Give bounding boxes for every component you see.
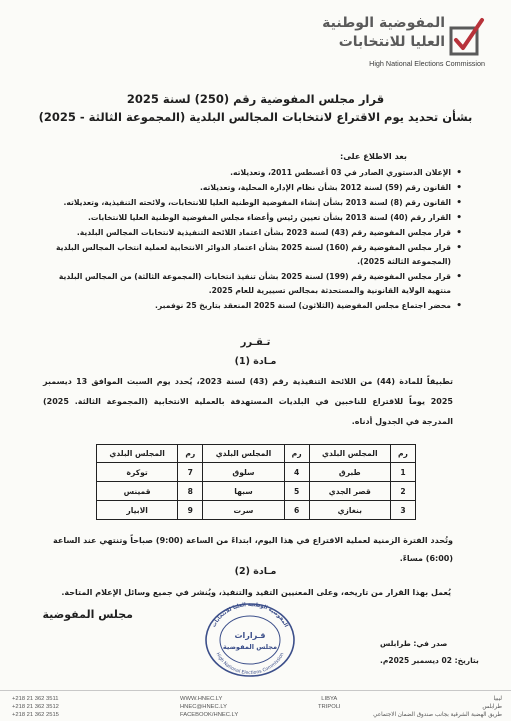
table-row [97,482,416,501]
table-header-cell: رم [390,445,415,463]
table-cell: توكرة [97,463,178,482]
phone-1: +218 21 362 3511 [12,696,59,702]
article-1-voting-hours: وتُحدد الفترة الزمنية لعملية الاقتراع في هذا اليوم، ابتداءً من الساعة (9:00) صباحاً وتنتهي عند الساعة (6:00) مساءً. [53,536,454,563]
issued-date: بتاريخ: 02 ديسمبر 2025م. [380,656,479,665]
article-2-text: يُعمل بهذا القرار من تاريخه، وعلى المعنيين التقيد والتنفيذ، ويُنشر في جميع وسائل الإعلام المتاحة. [61,588,451,597]
seal-ring-english: High National Elections Commission [214,652,286,677]
table-cell: 8 [178,482,203,501]
decision-title: قرار مجلس المفوضية رقم (250) لسنة 2025 [126,92,385,106]
seal-line2: مجلس المفوضية [222,643,278,651]
footer-website: WWW.HNEC.LY [180,696,223,702]
preamble-item: • القانون رقم (8) لسنة 2013 بشأن إنشاء المفوضية الوطنية العليا للانتخابات، ولائحته التنفيذية، وتعديلاته. [51,196,463,210]
preamble-item: • قرار مجلس المفوضية رقم (43) لسنة 2023 بشأن اعتماد اللائحة التنفيذية لانتخابات المجالس البلدية. [51,226,463,240]
footer-address-city: طرابلس [482,704,502,710]
footer-phones [12,695,59,719]
logo-english: High National Elections Commission [369,59,485,68]
preamble-item: • القرار رقم (40) لسنة 2013 بشأن تعيين رئيس وأعضاء مجلس المفوضية الوطنية العليا للانتخابات. [51,211,463,225]
table-cell: قصر الجدي [309,482,390,501]
table-header-cell: المجلس البلدي [97,445,178,463]
table-header-row [97,445,416,463]
seal-ring-arabic: المفوضية الوطنية العليا للانتخابات [211,601,289,629]
decision-subject: بشأن تحديد يوم الاقتراع لانتخابات المجالس البلدية (المجموعة الثالثة - 2025) [38,110,473,124]
table-cell: طبرق [309,463,390,482]
table-header-cell: رم [284,445,309,463]
preamble-item: • قرار مجلس المفوضية رقم (160) لسنة 2025 بشأن اعتماد الدوائر الانتخابية لعملية انتخاب المجالس البلدية (المجموعة الثالثة 2025). [51,241,463,269]
footer-country: LIBYA [321,696,338,702]
article-1-text: تطبيقاً للمادة (44) من اللائحة التنفيذية رقم (43) لسنة 2023، يُحدد يوم السبت الموافق 13 ديسمبر 2025 يوماً للاقتراع للناخبين في البلديات المستهدفة بالعملية الانتخابية (المجموعة الثالثة. 2025) المدرجة في الجدول أدناه. [43,377,454,426]
footer-address-country: ليبيا [493,696,502,702]
table-cell: 7 [178,463,203,482]
table-cell: 5 [284,482,309,501]
preamble-list [51,166,463,314]
table-cell: سبها [203,482,284,501]
table-cell: 6 [284,501,309,520]
table-cell: 9 [178,501,203,520]
table-row [97,463,416,482]
footer-address-street: طريق الهضبة الشرقية بجانب صندوق الضمان الاجتماعي [373,712,502,718]
table-cell: بنغازي [309,501,390,520]
table-row [97,501,416,520]
preamble-item: • الإعلان الدستوري الصادر في 03 أغسطس 2011، وتعديلاته. [51,166,463,180]
table-cell: الابيار [97,501,178,520]
table-cell: 3 [390,501,415,520]
phone-2: +218 21 362 3512 [12,704,59,710]
logo-arabic-line2: العليا للانتخابات [338,34,445,50]
footer-city-name: TRIPOLI [318,704,341,710]
ballot-check-icon [449,16,485,56]
seal-line1: قـرارات [234,631,266,640]
table-header-cell: رم [178,445,203,463]
signature-block: مجلس المفوضية [42,608,133,621]
preamble-item: • قرار مجلس المفوضية رقم (199) لسنة 2025 بشأن تنفيذ انتخابات (المجموعة الثالثة) من المجالس البلدية منتهية الولاية القانونية والمستحدثة بمجالس تسييرية للعام 2025. [51,270,463,298]
footer-city [318,695,341,711]
article-1-heading: مـادة (1) [234,356,277,367]
table-cell: قمينس [97,482,178,501]
table-cell: 2 [390,482,415,501]
preamble-item: • القانون رقم (59) لسنة 2012 بشأن نظام الإدارة المحلية، وتعديلاته. [51,181,463,195]
hnec-logo [295,15,485,70]
footer-facebook: FACEBOOK/HNEC.LY [180,712,239,718]
footer-address [372,695,502,719]
footer-web [180,695,238,719]
logo-arabic-line1: المفوضية الوطنية [322,15,445,31]
municipalities-table [96,444,416,520]
table-cell: 1 [390,463,415,482]
phone-3: +218 21 362 2515 [12,712,59,718]
table-header-cell: المجلس البلدي [309,445,390,463]
table-cell: سرت [203,501,284,520]
preamble-intro: بعد الاطلاع على: [339,151,407,161]
issued-place: صدر في: طرابلس [380,639,448,648]
official-seal-stamp [200,600,300,678]
article-2-heading: مـادة (2) [234,566,277,577]
svg-text:المفوضية الوطنية العليا للانتخ [211,602,289,628]
table-cell: 4 [284,463,309,482]
decides-heading: تـقـرر [240,337,271,348]
table-cell: سلوق [203,463,284,482]
preamble-item: • محضر اجتماع مجلس المفوضية (الثلاثون) لسنة 2025 المنعقد بتاريخ 25 نوفمبر. [51,299,463,313]
table-header-cell: المجلس البلدي [203,445,284,463]
footer-email: HNEC@HNEC.LY [180,704,228,710]
